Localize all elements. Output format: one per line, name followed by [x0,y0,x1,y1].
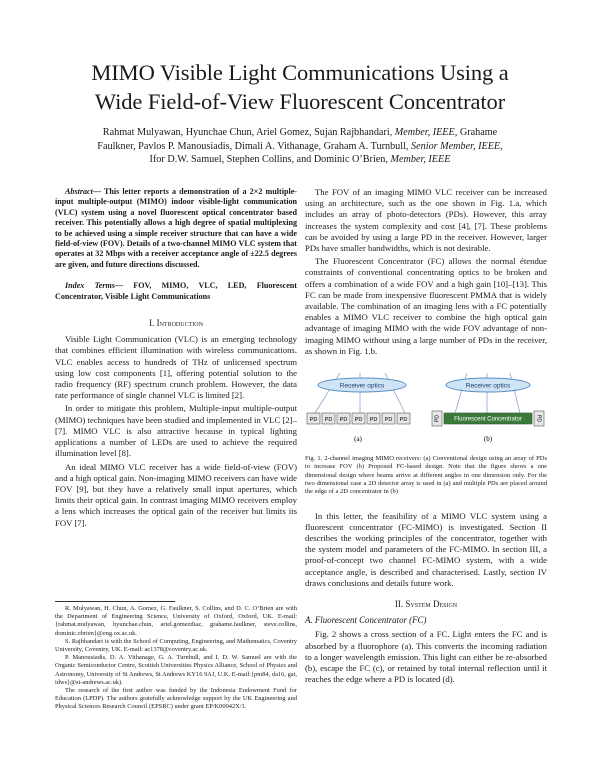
pd-label: PD [369,417,378,424]
intro-paragraph: Visible Light Communication (VLC) is an emerging technology that combines efficient illumination with wireless communications. VLC enables access to hundreds of THz of unlicensed spectrum using low cost components [1], offering potential solution to the radio frequency (RF) spectrum crunch problem. However, the data rate performance of single channel VLC is limited [2]. [55,334,297,401]
fc-label: Fluorescent Concentrator [454,416,522,423]
pd-label: PD [354,417,363,424]
body-paragraph: The FOV of an imaging MIMO VLC receiver can be increased using an architecture, such as the one shown in Fig. 1.a, which includes an array of photo-detectors (PDs). However, this array increases the system complexity and cost [4], [7]. These problems can be avoided by using a large PD in the receiver. However, larger PDs have smaller bandwidths, which is not desirable. [305,187,547,254]
abstract-text: — This letter reports a demonstration of a 2×2 multiple-input multiple-output (MIMO) indoor visible-light communication (VLC) system using a novel fluorescent optical concentrator based receiver. This potentially allows a high degree of spatial multiplexing to be achieved using a simple receiver structure that can have a wide field-of-view (FOV). Details of a two-channel MIMO VLC system that operates at 32 Mbps with a receiver acceptance angle of ±22.5 degrees are given, and future directions discussed. [55,187,297,269]
pd-label: PD [434,415,441,423]
author-line-3 [60,153,540,167]
figure-1b [432,373,544,443]
left-column [55,187,297,531]
pd-label: PD [324,417,333,424]
author-line-1 [60,126,540,140]
index-terms-lead: Index Terms [65,281,115,291]
paper-title [40,58,560,116]
pd-label: PD [535,415,542,423]
author-names: Ifor D.W. Samuel, Stephen Collins, and Dominic O’Brien, [149,154,391,165]
lens-label: Receiver optics [465,382,511,390]
intro-paragraph: An ideal MIMO VLC receiver has a wide field-of-view (FOV) and a high optical gain. Non-imaging MIMO receivers can have wide FOV [9], but they have a relatively small input apertures, which limits their optical gain. In contrast imaging MIMO receivers employ a lens which increases the optical gain of the receiver but limits its FOV [7]. [55,461,297,528]
abstract-lead: Abstract [65,187,93,196]
figure-1a [307,373,410,443]
member-title: Member, IEEE [394,127,455,138]
title-line-2: Wide Field-of-View Fluorescent Concentrator [94,89,506,114]
section-heading: I. Introduction [149,318,203,329]
pd-label: PD [384,417,393,424]
author-list [60,126,540,167]
subsection-heading: A. Fluorescent Concentrator (FC) [305,615,427,626]
figure-1-diagram [305,369,547,451]
title-line-1: MIMO Visible Light Communications Using a [91,60,509,85]
pd-label: PD [399,417,408,424]
lens-label: Receiver optics [339,382,385,390]
footnote-divider [55,601,175,602]
pd-label: PD [339,417,348,424]
figure-label-b: (b) [483,435,493,444]
author-names: Rahmat Mulyawan, Hyunchae Chun, Ariel Gomez, Sujan Rajbhandari, [102,127,395,138]
body-paragraph: The Fluorescent Concentrator (FC) allows the normal étendue constraints of conventional concentrating optics to be broken and offers a combination of a wide FOV and a high gain [10]–[13]. This FC can be made from inexpensive fluorescent PMMA that is widely available. The combination of an imaging lens with a FC potentially enables a MIMO VLC receiver to combine the high optical gain advantage of imaging MIMO with the wide FOV advantage of non-imaging MIMO without using a large number of PDs in the receiver, as shown in Fig. 1.b. [305,256,547,356]
author-names: , [500,140,503,152]
right-column [305,187,547,687]
footnote: S. Rajbhandari is with the School of Computing, Engineering, and Mathematics, Coventry University, Coventry, UK. E-mail: ac1378@coventry.ac.uk. [55,637,297,654]
pd-label: PD [309,417,318,424]
figure-caption: Fig. 1. 2-channel imaging MIMO receivers: (a) Conventional design using an array of PDs to increase FOV (b) Proposed FC-based design. Note that the figure shows a one dimensional design where beams arrive at different angles in one dimension only. For the two dimensional case a 2D detector array is used in (a) and multiple PDs are placed around the edge of a 2D concentrator in (b) [305,455,547,496]
footnotes [55,601,297,712]
footnote: P. Manousiadis, D. A. Vithanage, G. A. Turnbull, and I. D. W. Samuel are with the Organic Semiconductor Centre, Scottish Universities Physics Alliance, School of Physics and Astronomy, University of St Andrews, St Andrews KY16 9AJ, U.K. E-mail:{pm84, da16, gat, idws}@st-andrews.ac.uk). [55,654,297,686]
author-line-2 [60,140,540,154]
abstract [55,187,297,270]
figure-label-a: (a) [354,435,362,444]
figure-1 [305,369,547,451]
body-paragraph: In this letter, the feasibility of a MIMO VLC system using a fluorescent concentrator (FC-MIMO) is investigated. Section II describes the working principles of the concentrator, together with the system model and parameters of the FC-MIMO. In section III, a proof-of-concept two channel FC-MIMO system, with a wide acceptance angle, is described and characterised. Lastly, section IV draws conclusions and details future work. [305,510,547,588]
member-title: Senior Member, IEEE [411,140,501,152]
footnote: R. Mulyawan, H. Chun, A. Gomez, G. Faulkner, S. Collins, and D. C. O’Brien are with the Department of Engineering Science, University of Oxford, Oxford, UK. E-mail: {rahmat.mulyawan, hyunchae.chun, ariel.gomezdiaz, grahame.faulkner, steve.collins, dominic.obrien}@eng.ox.ac.uk. [55,605,297,637]
author-names: , Grahame [454,127,498,138]
section-heading: II. System Design [394,598,458,609]
body-paragraph: Fig. 2 shows a cross section of a FC. Light enters the FC and is absorbed by a fluorophore (a). This converts the incoming radiation to a longer wavelength emission. This light can either be re-absorbed (b), escape the FC (c), or retained by total internal reflection until it reaches the edge where a PD is located (d). [305,629,547,685]
footnote: The research of the first author was funded by the Indonesia Endowment Fund for Education (LPDP). The authors gratefully acknowledge support by the UK Engineering and Physical Sciences Research Council (EPSRC) under grant EP/K00042X/1. [55,687,297,711]
member-title: Member, IEEE [390,154,451,165]
index-terms [55,281,297,302]
intro-paragraph: In order to mitigate this problem, Multiple-input multiple-output (MIMO) techniques have been studied and implemented in VLC [2]–[7]. MIMO VLC is also attractive because in typical lighting applications a number of LEDs are used to achieve the required illumination level [8]. [55,403,297,459]
author-names: Faulkner, Pavlos P. Manousiadis, Dimali A. Vithanage, Graham A. Turnbull, [97,140,412,152]
index-terms-text: — FOV, MIMO, VLC, LED, Fluorescent Concentrator, Visible Light Communications [55,281,298,301]
pd-array [307,413,410,424]
